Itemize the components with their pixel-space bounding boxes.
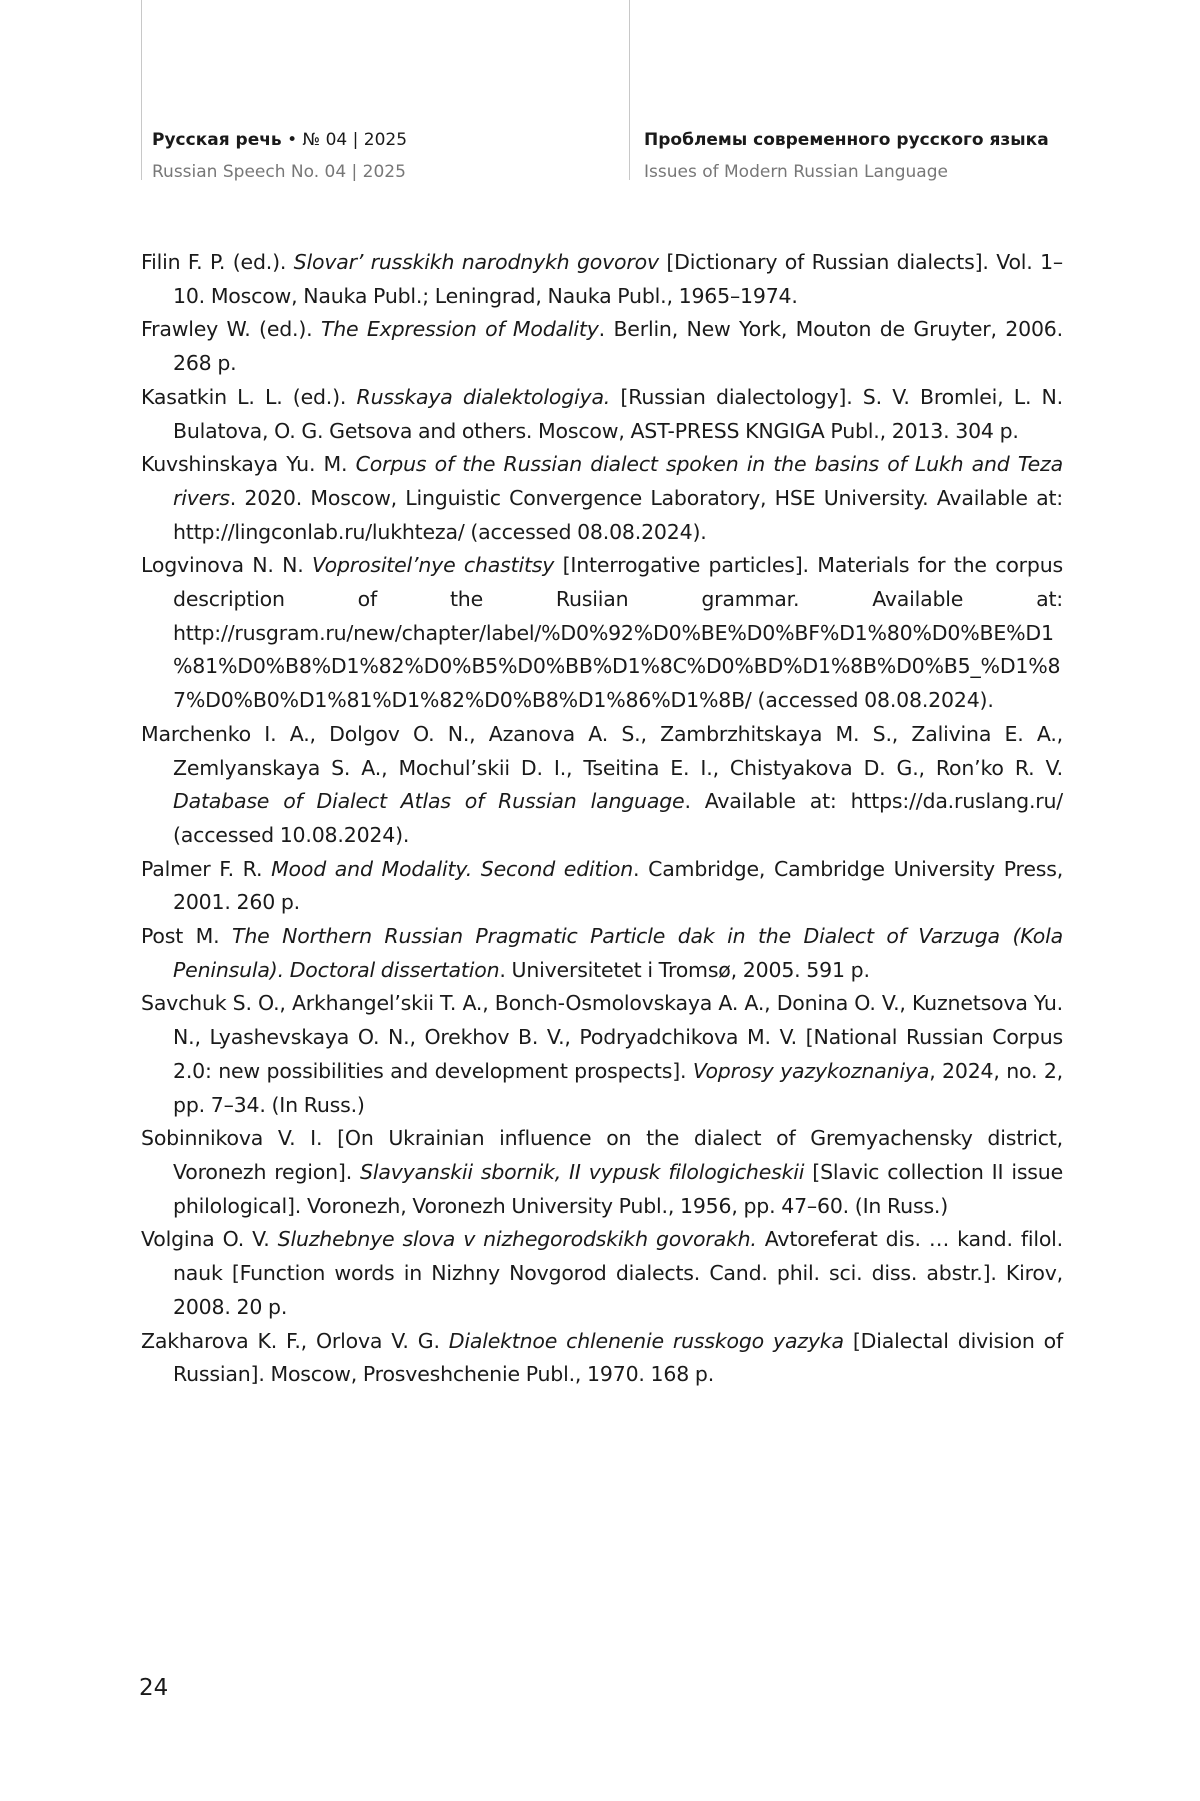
reference-list: [141, 246, 1063, 1392]
page-number: 24: [139, 1675, 169, 1701]
reference-entry: [141, 1223, 1063, 1324]
reference-details: . Cambridge, Cambridge University Press, 2001. 260 p.: [173, 856, 1064, 915]
reference-text: Savchuk S. O., Arkhangel’skii T. A., Bonch-Osmolovskaya A. A., Donina O. V., Kuznetsova Yu. N., Lyashevskaya O. N., Orekhov B. V., Podryadchikova M. V. [National Russian Corpus 2.0: new possibilities and development prospects].: [141, 991, 1063, 1083]
reference-text: Kasatkin L. L. (ed.).: [141, 384, 357, 409]
reference-entry: [141, 549, 1063, 718]
reference-text: Zakharova K. F., Orlova V. G.: [141, 1328, 449, 1353]
reference-title: Database of Dialect Atlas of Russian language: [173, 789, 685, 814]
reference-text: Sobinnikova V. I. [On Ukrainian influence on the dialect of Gremyachensky district, Voronezh region].: [141, 1126, 1063, 1184]
reference-details: Avtoreferat dis. … kand. filol. nauk [Function words in Nizhny Novgorod dialects. Cand. phil. sci. diss. abstr.]. Kirov, 2008. 20 p.: [173, 1227, 1063, 1319]
reference-details: . Available at: https://da.ruslang.ru/ (accessed 10.08.2024).: [173, 789, 1064, 847]
reference-entry: [141, 381, 1063, 448]
reference-title: Slovar’ russkikh narodnykh govorov: [293, 250, 659, 274]
reference-title: Dialektnoe chlenenie russkogo yazyka: [448, 1328, 844, 1353]
reference-details: , 2024, no. 2, pp. 7–34. (In Russ.): [173, 1058, 1063, 1117]
running-header-right: [644, 124, 1049, 188]
reference-title: Mood and Modality. Second edition: [271, 856, 633, 881]
journal-title-ru: Русская речь: [152, 130, 282, 150]
reference-title: Voprositel’nye chastitsy: [311, 553, 555, 578]
reference-entry: [141, 853, 1063, 920]
reference-text: Volgina O. V.: [141, 1227, 278, 1252]
reference-entry: [141, 987, 1063, 1122]
journal-issue-ru: • № 04 | 2025: [287, 130, 408, 150]
reference-details: . Berlin, New York, Mouton de Gruyter, 2006. 268 p.: [173, 317, 1063, 376]
reference-entry: [141, 1325, 1063, 1392]
reference-details: . Universitetet i Tromsø, 2005. 591 p.: [499, 957, 870, 982]
reference-entry: [141, 313, 1063, 380]
reference-details: [Slavic collection II issue philological]. Voronezh, Voronezh University Publ., 1956, pp. 47–60. (In Russ.): [173, 1159, 1063, 1218]
reference-text: Marchenko I. A., Dolgov O. N., Azanova A. S., Zambrzhitskaya M. S., Zalivina E. A., Zemlyanskaya S. A., Mochul’skii D. I., Tseitina E. I., Chistyakova D. G., Ron’ko R. V.: [141, 721, 1063, 780]
reference-entry: [141, 448, 1063, 549]
reference-title: The Expression of Modality: [320, 317, 599, 342]
reference-title: Corpus of the Russian dialect spoken in the basins of Lukh and Teza rivers: [173, 452, 1063, 510]
reference-entry: [141, 920, 1063, 987]
journal-title-en: Russian Speech No. 04 | 2025: [152, 162, 406, 182]
reference-title: Slavyanskii sbornik, II vypusk filologicheskii: [360, 1159, 805, 1184]
reference-text: Kuvshinskaya Yu. M.: [141, 452, 356, 477]
reference-details: [Dialectal division of Russian]. Moscow, Prosveshchenie Publ., 1970. 168 p.: [173, 1328, 1063, 1387]
reference-details: [Dictionary of Russian dialects]. Vol. 1–10. Moscow, Nauka Publ.; Leningrad, Nauka Publ., 1965–1974.: [173, 250, 1063, 308]
header-divider-left: [141, 0, 142, 180]
reference-text: Logvinova N. N.: [141, 553, 312, 578]
reference-entry: [141, 1122, 1063, 1223]
reference-entry: [141, 718, 1063, 853]
section-title-en: Issues of Modern Russian Language: [644, 162, 948, 182]
reference-details: . 2020. Moscow, Linguistic Convergence Laboratory, HSE University. Available at: http://lingconlab.ru/lukhteza/ (accessed 08.08.2024).: [173, 485, 1063, 544]
reference-text: Frawley W. (ed.).: [141, 317, 321, 342]
reference-title: Russkaya dialektologiya.: [356, 384, 611, 409]
reference-title: Voprosy yazykoznaniya: [692, 1058, 930, 1083]
header-divider-right: [629, 0, 630, 180]
reference-text: Filin F. P. (ed.).: [141, 250, 294, 274]
reference-text: Palmer F. R.: [141, 856, 272, 881]
journal-title-ru-line: [152, 124, 407, 156]
reference-title: The Northern Russian Pragmatic Particle dak in the Dialect of Varzuga (Kola Peninsula). Doctoral dissertation: [173, 924, 1063, 982]
running-header-left: [152, 124, 407, 188]
reference-entry: [141, 246, 1063, 313]
reference-text: Post M.: [141, 924, 233, 949]
reference-details: [Russian dialectology]. S. V. Bromlei, L. N. Bulatova, O. G. Getsova and others. Moscow, AST-PRESS KNGIGA Publ., 2013. 304 p.: [173, 384, 1063, 443]
reference-title: Sluzhebnye slova v nizhegorodskikh govorakh.: [277, 1227, 757, 1252]
reference-details: [Interrogative particles]. Materials for the corpus description of the Rusiian grammar. Available at: http://rusgram.ru/new/chapter/label/%D0%92%D0%BE%D0%BF%D1%80%D0%BE%D1%81%D0%B8%D1%82%D0%B5%D0%BB%D1%8C%D0%BD%D1%8B%D0%B5_%D1%87%D0%B0%D1%81%D1%82%D0%B8%D1%86%D1%8B/ (accessed 08.08.2024).: [173, 553, 1063, 713]
section-title-ru: Проблемы современного русского языка: [644, 130, 1049, 150]
